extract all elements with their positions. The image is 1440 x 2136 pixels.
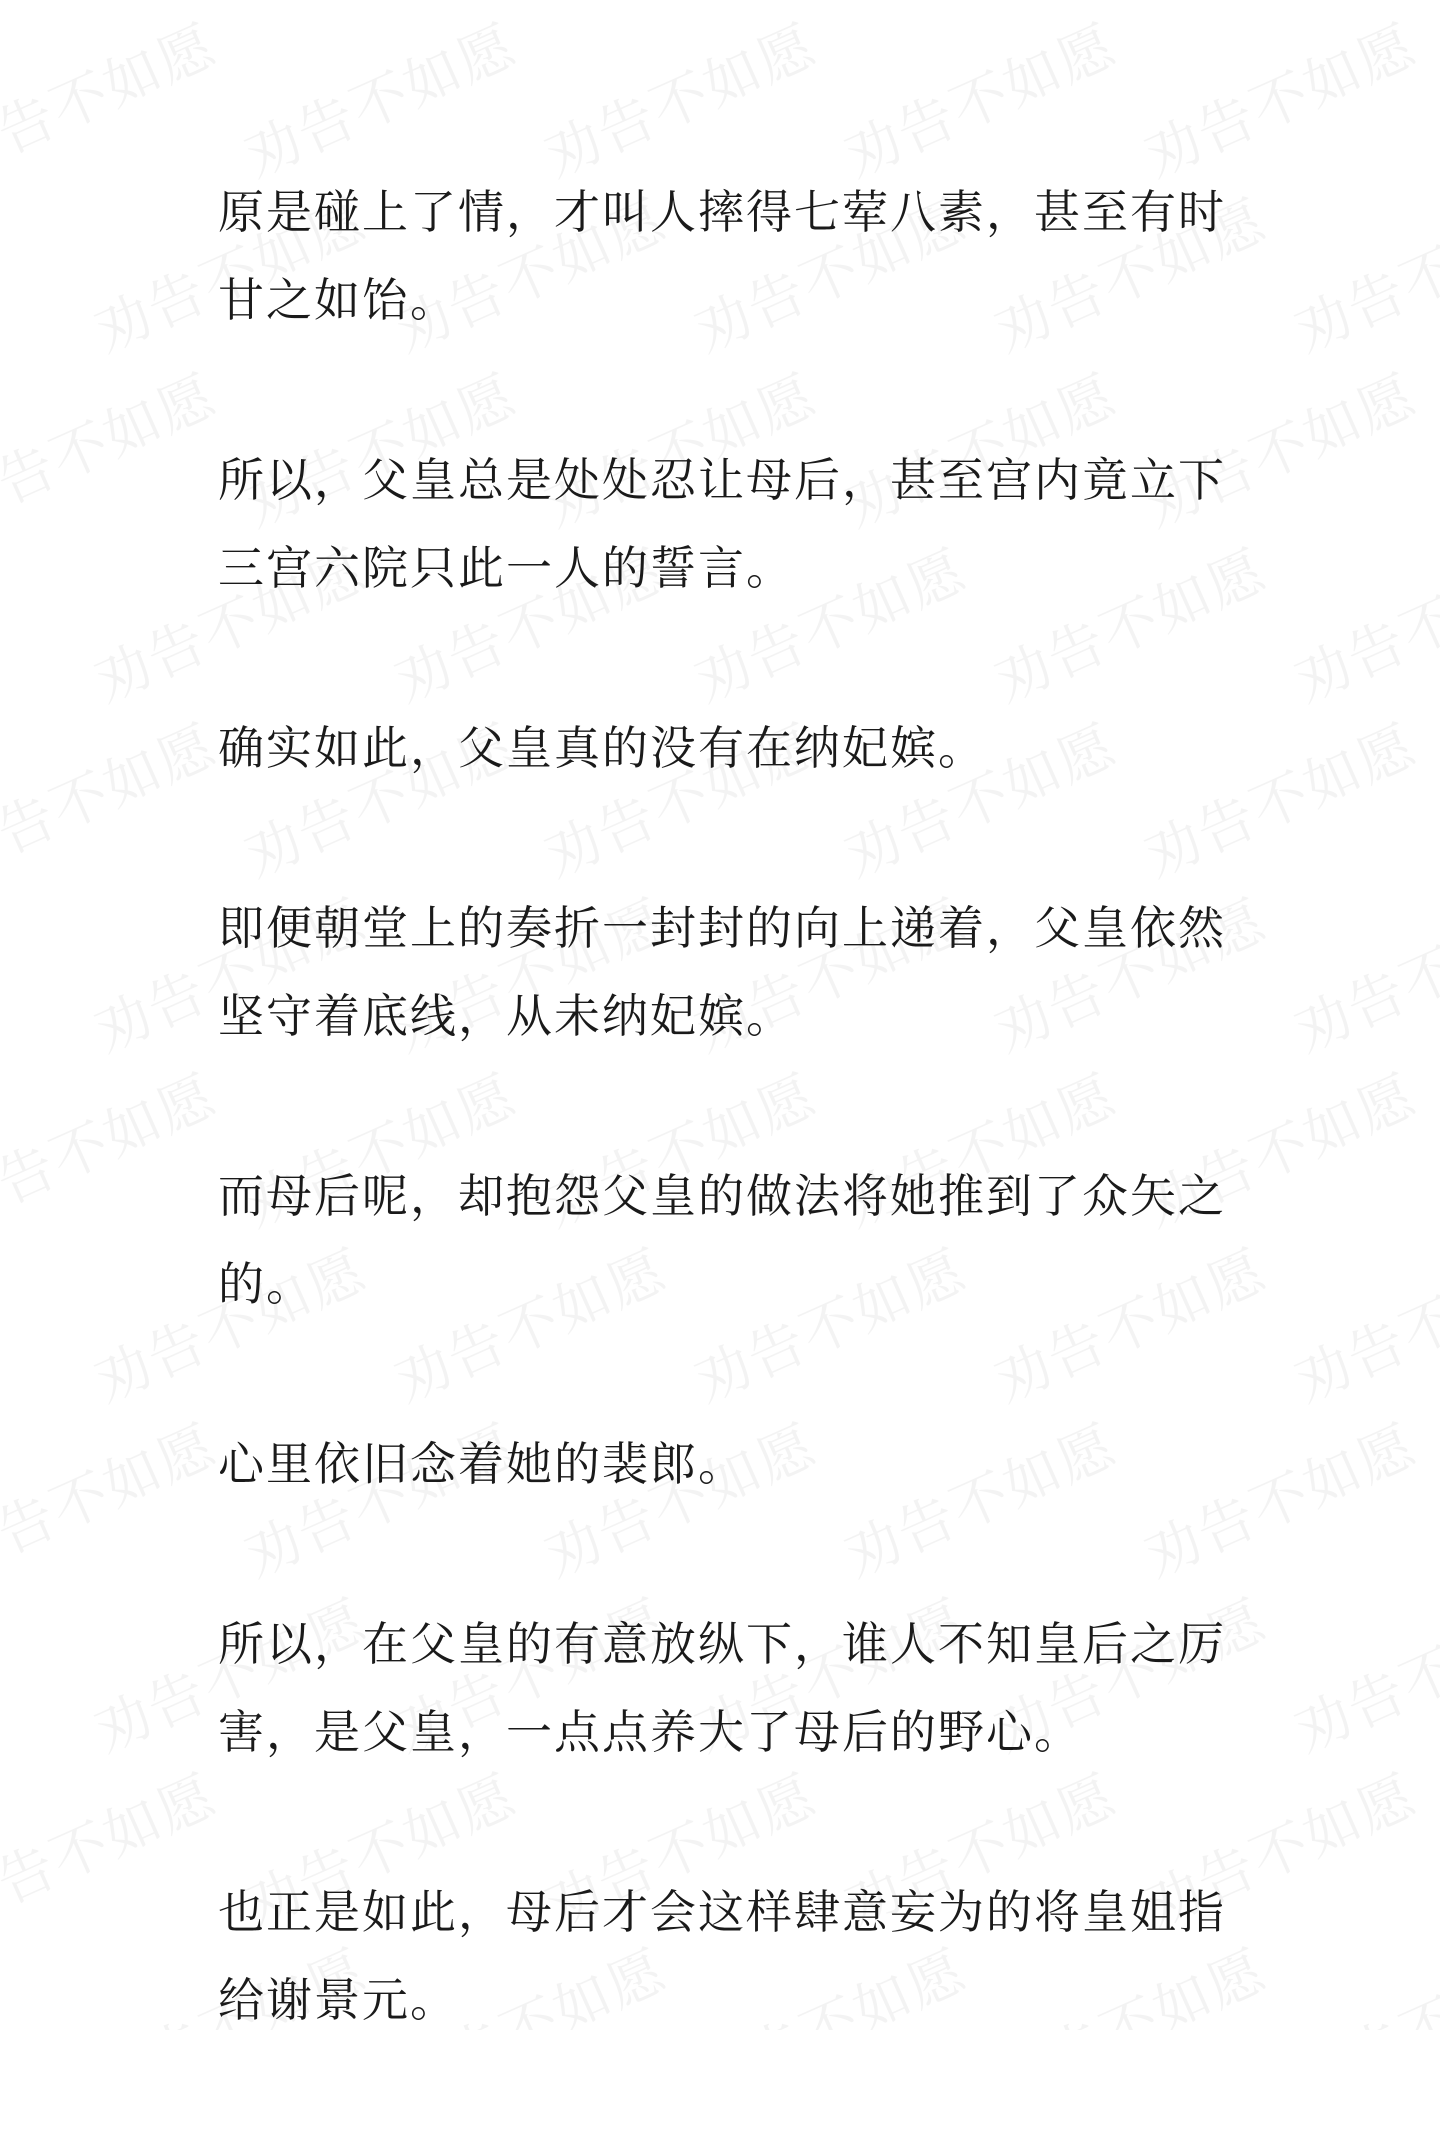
watermark-text bbox=[1430, 352, 1440, 543]
watermark-text bbox=[0, 2, 227, 193]
paragraph: 也正是如此，母后才会这样肆意妄为的将皇姐指给谢景元。 bbox=[218, 1885, 1226, 2027]
watermark-text bbox=[0, 352, 227, 543]
story-text bbox=[218, 168, 1228, 2136]
watermark-text bbox=[0, 1752, 227, 1943]
watermark-text bbox=[530, 2, 827, 193]
paragraph: 心里依旧念着她的裴郎。 bbox=[218, 1437, 746, 1491]
watermark-text bbox=[1280, 1927, 1440, 2030]
watermark-text bbox=[1430, 702, 1440, 893]
watermark-text bbox=[1430, 1752, 1440, 1943]
paragraph: 即便朝堂上的奏折一封封的向上递着，父皇依然坚守着底线，从未纳妃嫔。 bbox=[218, 901, 1226, 1043]
watermark-text bbox=[1280, 527, 1440, 718]
watermark-text bbox=[1280, 177, 1440, 368]
watermark-text bbox=[1430, 1052, 1440, 1243]
watermark-text bbox=[1280, 877, 1440, 1068]
paragraph: 而母后呢，却抱怨父皇的做法将她推到了众矢之的。 bbox=[218, 1169, 1226, 1311]
watermark-text bbox=[1280, 1227, 1440, 1418]
watermark-text bbox=[0, 1052, 227, 1243]
paragraph: 所以，在父皇的有意放纵下，谁人不知皇后之厉害，是父皇，一点点养大了母后的野心。 bbox=[218, 1617, 1226, 1759]
watermark-text bbox=[1130, 2, 1427, 193]
paragraph: 所以，父皇总是处处忍让母后，甚至宫内竟立下三宫六院只此一人的誓言。 bbox=[218, 453, 1226, 595]
watermark-text bbox=[1280, 1577, 1440, 1768]
paragraph: 确实如此，父皇真的没有在纳妃嫔。 bbox=[218, 721, 986, 775]
watermark-text bbox=[230, 2, 527, 193]
watermark-text bbox=[1430, 2, 1440, 193]
watermark-text bbox=[0, 702, 227, 893]
watermark-text bbox=[1430, 1402, 1440, 1593]
watermark-text bbox=[830, 2, 1127, 193]
watermark-text bbox=[0, 1402, 227, 1593]
paragraph: 原是碰上了情，才叫人摔得七荤八素，甚至有时甘之如饴。 bbox=[218, 185, 1226, 327]
